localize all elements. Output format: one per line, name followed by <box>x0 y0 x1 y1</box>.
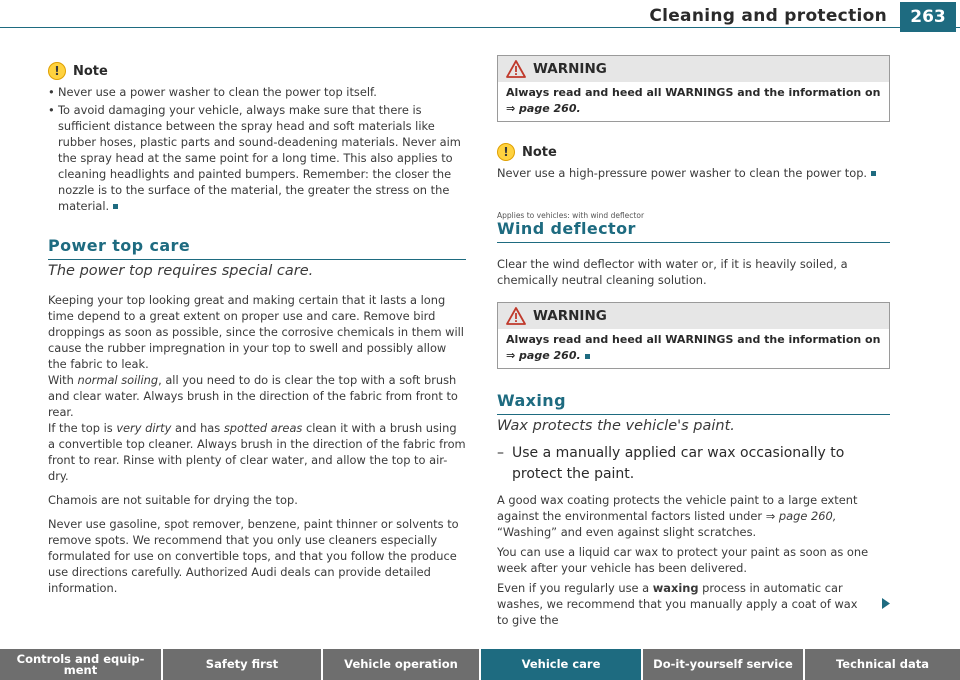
note-heading <box>48 62 108 80</box>
waxing-lead: Wax protects the vehicle's paint. <box>497 418 735 434</box>
paragraph-liquid-wax: You can use a liquid car wax to protect your paint as soon as one week after your vehicle has been delivered. <box>497 545 869 575</box>
warning-link-1[interactable]: ⇒ page 260. <box>506 102 581 115</box>
tab-controls-and-equipment[interactable]: Controls and equip-ment <box>0 649 163 680</box>
waxing-step: – Use a manually applied car wax occasionally to protect the paint. <box>497 443 890 485</box>
warning-box-2 <box>497 302 890 369</box>
header-rule <box>0 27 960 28</box>
note-bullet-2: • To avoid damaging your vehicle, always make sure that there is sufficient distance between the spray head and soft materials like rubber hoses, plastic parts and sound-deadening materials. Never aim the spray head at the same point for a long time. This also applies to cleaning headlights and painted bumpers. Remember: the closer the nozzle is to the surface of the material, the greater the stress on the material. <box>48 102 468 214</box>
note-icon: ! <box>497 143 515 161</box>
note-heading-right <box>497 143 557 161</box>
note-title-right: Note <box>522 144 557 160</box>
paragraph-very-dirty: If the top is very dirty and has spotted areas clean it with a brush using a convertible top cleaner. Always brush in the direction of the fabric from front to rear. Rinse with plenty of clear water, and allow the top to air-dry. <box>48 421 466 483</box>
paragraph-solvents: Never use gasoline, spot remover, benzene, paint thinner or solvents to remove spots. We recommend that you only use cleaners especially formulated for use on convertible tops, and that you follow the produce use directions carefully. Authorized Audi deals can provide detailed information. <box>48 517 459 595</box>
warning-heading-1 <box>498 56 889 82</box>
warning-box-1 <box>497 55 890 122</box>
tab-technical-data[interactable]: Technical data <box>805 649 960 680</box>
running-header-title: Cleaning and protection <box>649 6 887 26</box>
warning-triangle-icon <box>506 307 526 325</box>
page-number: 263 <box>900 2 956 32</box>
paragraph-wind-deflector: Clear the wind deflector with water or, if it is heavily soiled, a chemically neutral cleaning solution. <box>497 257 848 287</box>
warning-heading-2 <box>498 303 889 329</box>
end-mark-icon <box>585 354 590 359</box>
note-body-right: Never use a high-pressure power washer to clean the power top. <box>497 165 890 181</box>
warning-body-2: Always read and heed all WARNINGS and the information on ⇒ page 260. <box>506 333 881 362</box>
paragraph-care-1: Keeping your top looking great and making certain that it lasts a long time depend to a great extent on proper use and care. Remove bird droppings as soon as possible, since the corrosive chemicals in them will cause the rubber impregnation in your top to swell and possibly allow the fabric to leak. <box>48 293 464 371</box>
applies-to-label: Applies to vehicles: with wind deflector <box>497 211 645 220</box>
paragraph-waxing-process: Even if you regularly use a waxing process in automatic car washes, we recommend that you manually apply a coat of wax to give the <box>497 581 858 627</box>
warning-title-2: WARNING <box>533 308 607 324</box>
section-title-wind-deflector: Wind deflector <box>497 219 890 243</box>
paragraph-chamois: Chamois are not suitable for drying the top. <box>48 493 298 507</box>
tab-vehicle-care[interactable]: Vehicle care <box>481 649 643 680</box>
note-bullet-1: • Never use a power washer to clean the power top itself. <box>48 84 476 100</box>
warning-body-1: Always read and heed all WARNINGS and the information on ⇒ page 260. <box>506 86 881 115</box>
note-icon: ! <box>48 62 66 80</box>
section-title-waxing: Waxing <box>497 391 890 415</box>
page-ref-link[interactable]: ⇒ page 260, <box>765 509 837 523</box>
paragraph-normal-soiling: With normal soiling, all you need to do is clear the top with a soft brush and clear water. Always brush in the direction of the fabric from front to rear. <box>48 373 458 419</box>
tab-safety-first[interactable]: Safety first <box>163 649 323 680</box>
note-title: Note <box>73 63 108 79</box>
warning-title-1: WARNING <box>533 61 607 77</box>
warning-link-2[interactable]: ⇒ page 260. <box>506 349 581 362</box>
warning-triangle-icon <box>506 60 526 78</box>
end-mark-icon <box>871 171 876 176</box>
section-title-power-top-care: Power top care <box>48 236 466 260</box>
continue-arrow-icon <box>881 598 890 609</box>
section-lead: The power top requires special care. <box>48 263 314 279</box>
paragraph-wax-coating: A good wax coating protects the vehicle paint to a large extent against the environmental factors listed under ⇒ page 260, “Washing” and even against slight scratches. <box>497 493 858 539</box>
tab-vehicle-operation[interactable]: Vehicle operation <box>323 649 481 680</box>
tab-do-it-yourself-service[interactable]: Do-it-yourself service <box>643 649 805 680</box>
end-mark-icon <box>113 204 118 209</box>
chapter-tab-bar <box>0 649 960 680</box>
